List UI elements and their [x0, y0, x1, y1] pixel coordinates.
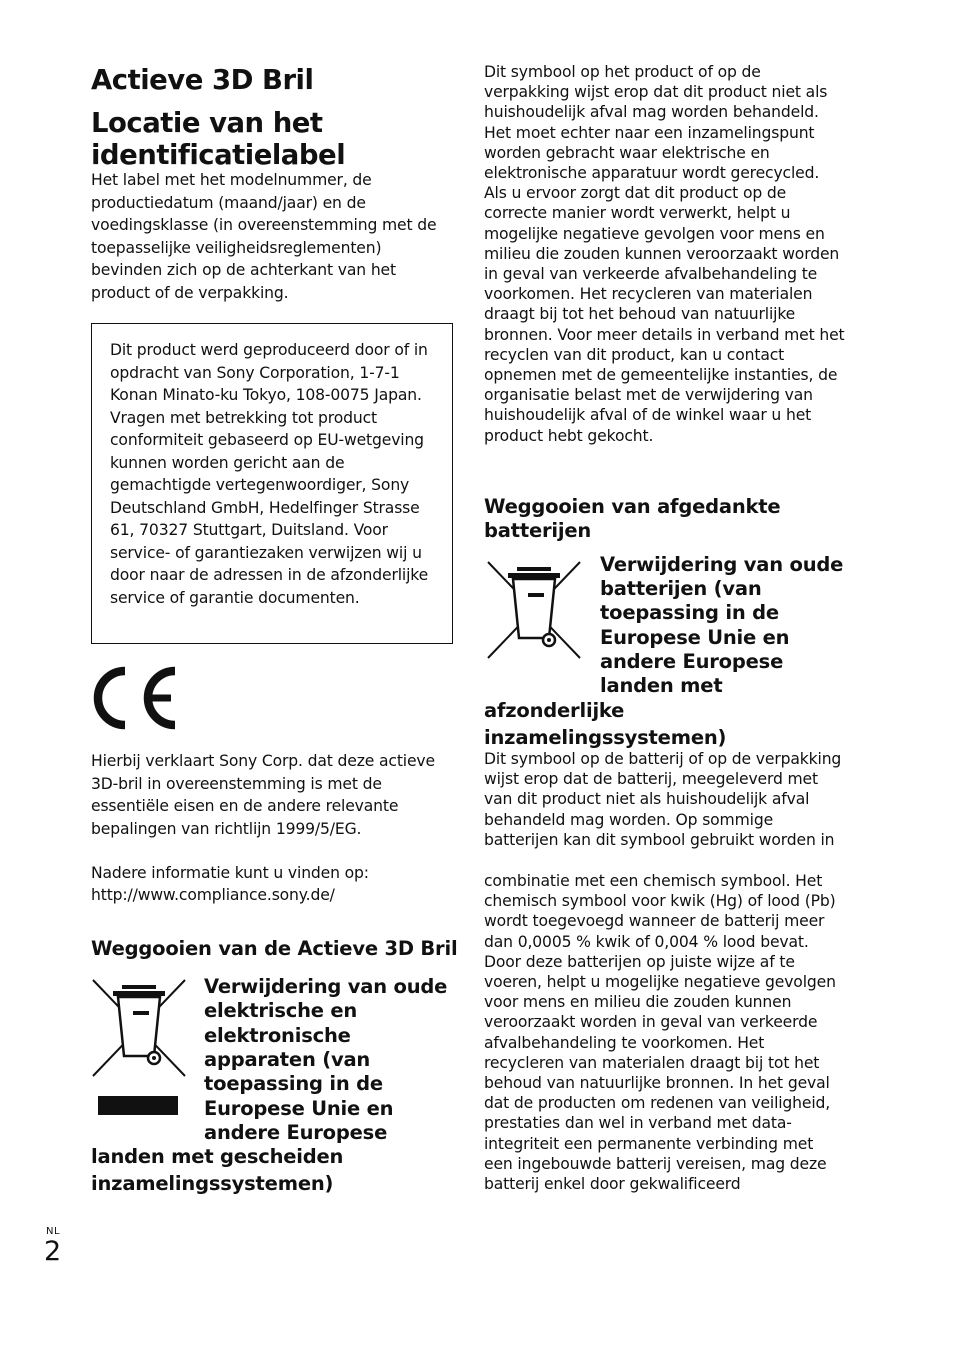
- conformity-declaration: Hierbij verklaart Sony Corp. dat deze actieve 3D-bril in overeenstemming is met de essentiële eisen en de andere relevante bepalingen van richtlijn 1999/5/EG.: [91, 752, 435, 838]
- battery-sub-heading-line6: landen met: [600, 674, 723, 697]
- battery-heading-line2: batterijen: [484, 519, 592, 542]
- weee-heading-line4: apparaten (van: [204, 1048, 371, 1071]
- label-location-text: Het label met het modelnummer, de productiedatum (maand/jaar) en de voedingsklasse (in overeenstemming met de toepasselijke veiligheidsreglementen) bevinden zich op de achterkant van het product of de verpakking.: [91, 171, 437, 302]
- crossed-bin-icon: [91, 978, 187, 1118]
- weee-heading-line6: Europese Unie en: [204, 1097, 394, 1120]
- weee-heading-line7: andere Europese: [204, 1121, 388, 1144]
- battery-sub-heading-line3: toepassing in de: [600, 601, 779, 624]
- manufacturer-info-box: [91, 323, 453, 644]
- weee-heading-line2: elektrische en: [204, 999, 358, 1022]
- weee-heading-line9: inzamelingssystemen): [91, 1172, 334, 1195]
- language-code: NL: [46, 1226, 61, 1237]
- battery-sub-heading-line2: batterijen (van: [600, 577, 762, 600]
- manufacturer-info-text: Dit product werd geproduceerd door of in opdracht van Sony Corporation, 1-7-1 Konan Minato-ku Tokyo, 108-0075 Japan. Vragen met betrekking tot product conformiteit gebaseerd op EU-wetgeving kunnen worden gericht aan de gemachtigde vertegenwoordiger, Sony Deutschland GmbH, Hedelfinger Strasse 61, 70327 Stuttgart, Duitsland. Voor service- of garantiezaken verwijzen wij u door naar de adressen in de afzonderlijke service of garantie documenten.: [110, 341, 429, 607]
- battery-sub-heading-line1: Verwijdering van oude: [600, 553, 844, 576]
- label-location-title-line2: identificatielabel: [91, 139, 346, 171]
- weee-description: Dit symbool op het product of op de verpakking wijst erop dat dit product niet als huishoudelijk afval mag worden behandeld. Het moet echter naar een inzamelingspunt worden gebracht waar elektrische en elektronische apparatuur wordt gerecycled. Als u ervoor zorgt dat dit product op de correcte manier wordt verwerkt, helpt u mogelijke negatieve gevolgen voor mens en milieu die zouden kunnen veroorzaakt worden in geval van verkeerde afvalbehandeling te voorkomen. Het recycleren van materialen draagt bij tot het behoud van natuurlijke bronnen. Voor meer details in verband met het recyclen van dit product, kan u contact opnemen met de gemeentelijke instanties, de organisatie belast met de verwijdering van huishoudelijk afval of de winkel waar u het product hebt gekocht.: [484, 63, 845, 445]
- battery-text-part1: Dit symbool op de batterij of op de verpakking wijst erop dat de batterij, meegeleverd met van dit product niet als huishoudelijk afval behandeld mag worden. Op sommige batterijen kan dit symbool gebruikt worden in: [484, 750, 842, 849]
- battery-sub-heading-line7: afzonderlijke: [484, 699, 625, 722]
- compliance-url: http://www.compliance.sony.de/: [91, 886, 335, 904]
- ce-mark-icon: [91, 665, 181, 731]
- more-info-text: Nadere informatie kunt u vinden op:: [91, 864, 369, 882]
- battery-sub-heading-line5: andere Europese: [600, 650, 784, 673]
- weee-heading-line3: elektronische: [204, 1024, 351, 1047]
- weee-heading-line1: Verwijdering van oude: [204, 975, 448, 998]
- battery-sub-heading-line4: Europese Unie en: [600, 626, 790, 649]
- page-title: Actieve 3D Bril: [91, 64, 314, 96]
- crossed-bin-battery-icon: [486, 560, 582, 660]
- label-location-title-line1: Locatie van het: [91, 107, 323, 139]
- battery-text-part2: combinatie met een chemisch symbool. Het chemisch symbool voor kwik (Hg) of lood (Pb) wordt toegevoegd wanneer de batterij meer dan 0,0005 % kwik of 0,004 % lood bevat. Door deze batterijen op juiste wijze af te voeren, helpt u mogelijke negatieve gevolgen voor mens en milieu die zouden kunnen veroorzaakt worden in geval van verkeerde afvalbehandeling te voorkomen. Het recycleren van materialen draagt bij tot het behoud van natuurlijke bronnen. In het geval dat de producten om redenen van veiligheid, prestaties dan wel in verband met data-integriteit een permanente verbinding met een ingebouwde batterij vereisen, mag deze batterij enkel door gekwalificeerd: [484, 872, 836, 1194]
- battery-heading-line1: Weggooien van afgedankte: [484, 495, 781, 518]
- weee-heading-line5: toepassing in de: [204, 1072, 383, 1095]
- weee-heading-line8: landen met gescheiden: [91, 1145, 344, 1168]
- battery-sub-heading-line8: inzamelingssystemen): [484, 726, 727, 749]
- disposal-heading: Weggooien van de Actieve 3D Bril: [91, 937, 458, 960]
- page-number: 2: [44, 1236, 62, 1267]
